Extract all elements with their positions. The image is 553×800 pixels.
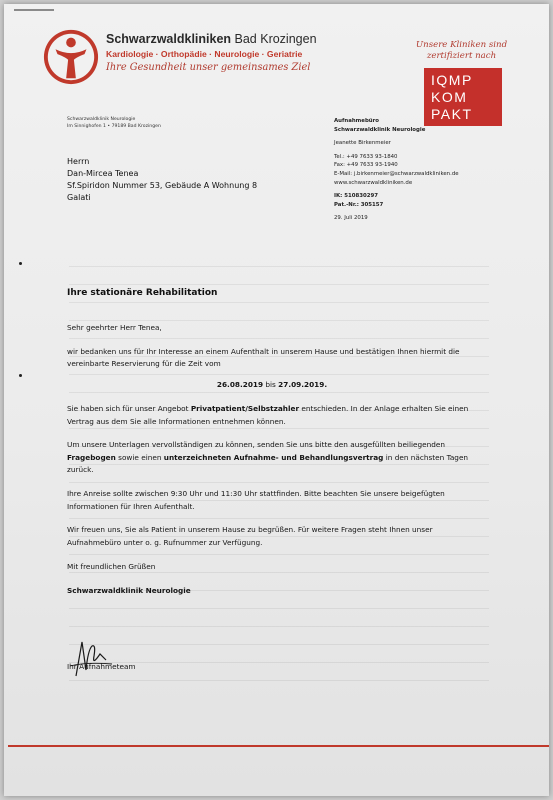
contact-email: E-Mail: j.birkenmeier@schwarzwaldkliniken.de — [334, 170, 459, 177]
sender-street: Im Sinnighofen 1 • 79189 Bad Krozingen — [67, 124, 161, 129]
brand-block — [106, 32, 317, 73]
contact-department: Aufnahmebüro — [334, 118, 379, 124]
brand-specialties: Kardiologie · Orthopädie · Neurologie · Geriatrie — [106, 49, 303, 59]
recipient-name: Dan-Mircea Tenea — [67, 169, 139, 178]
contact-fax: Fax: +49 7633 93-1940 — [334, 162, 398, 169]
reservation-dates — [67, 379, 477, 391]
sender-address — [67, 116, 161, 130]
punch-dot-2 — [19, 374, 22, 377]
date-separator: bis — [263, 380, 279, 390]
iqmp-badge-line-1: IQMP — [431, 72, 473, 88]
paragraph-2-text-c: entschieden. In der Anlage erhalten Sie einen Vertrag aus dem Sie alle Informationen entnehmen können. — [67, 404, 469, 426]
brand-slogan: Ihre Gesundheit unser gemeinsames Ziel — [106, 62, 311, 73]
questionnaire-term: Fragebogen — [67, 452, 116, 462]
contact-clinic: Schwarzwaldklinik Neurologie — [334, 126, 426, 133]
letter-date: 29. Juli 2019 — [334, 215, 368, 222]
punch-dot-1 — [19, 262, 22, 265]
recipient-city: Galati — [67, 193, 91, 202]
scan-mark — [14, 9, 54, 11]
paragraph-4: Ihre Anreise sollte zwischen 9:30 Uhr und 11:30 Uhr stattfinden. Bitte beachten Sie unsere beigefügten Informationen für Ihren Aufenthalt. — [67, 489, 445, 511]
contact-patient-number: Pat.-Nr.: 305157 — [334, 201, 384, 208]
letter-closing: Mit freundlichen Grüßen — [67, 561, 156, 571]
date-to: 27.09.2019. — [278, 380, 328, 390]
handwritten-signature — [66, 636, 116, 684]
paragraph-1: wir bedanken uns für Ihr Interesse an einem Aufenthalt in unserem Hause und bestätigen Ihnen hiermit die vereinbarte Reservierung für die Zeit vom — [67, 346, 460, 369]
contact-web: www.schwarzwaldkliniken.de — [334, 179, 413, 186]
certification-line-1: Unsere Kliniken sind — [415, 40, 508, 50]
signature-clinic: Schwarzwaldklinik Neurologie — [67, 585, 191, 595]
paragraph-3 — [67, 439, 477, 476]
paragraph-3-text-c: sowie einen — [115, 452, 164, 462]
contact-person: Jeanette Birkenmeier — [334, 140, 391, 147]
letter-body — [67, 322, 477, 609]
recipient-salutation: Herrn — [67, 157, 90, 166]
letter-page — [4, 4, 549, 796]
paragraph-2-text-a: Sie haben sich für unser Angebot — [67, 404, 191, 414]
recipient-address — [67, 156, 257, 204]
clinic-logo-icon — [42, 28, 100, 86]
paragraph-2 — [67, 403, 477, 428]
certification-line-2: zertifiziert nach — [426, 51, 497, 61]
footer-rule — [8, 745, 549, 747]
paragraph-3-text-e: in den nächsten Tagen zurück. — [67, 452, 469, 475]
brand-name-bold: Schwarzwaldkliniken — [106, 32, 232, 46]
paragraph-5: Wir freuen uns, Sie als Patient in unserem Hause zu begrüßen. Für weitere Fragen steht Ihnen unser Aufnahmebüro unter o. g. Rufnummer zur Verfügung. — [67, 525, 433, 547]
offer-type: Privatpatient/Selbstzahler — [190, 404, 300, 414]
recipient-street: Sf.Spiridon Nummer 53, Gebäude A Wohnung 8 — [67, 181, 258, 190]
sender-name: Schwarzwaldklinik Neurologie — [67, 117, 136, 122]
paragraph-3-text-a: Um unsere Unterlagen vervollständigen zu können, senden Sie uns bitte den ausgefüllten beiliegenden — [67, 440, 445, 450]
iqmp-badge-line-2: KOM — [431, 89, 468, 105]
letter-subject: Ihre stationäre Rehabilitation — [67, 288, 218, 298]
signature-team: Ihr Aufnahmeteam — [67, 662, 136, 671]
contract-term: unterzeichneten Aufnahme- und Behandlungsvertrag — [163, 452, 384, 462]
date-from: 26.08.2019 — [216, 380, 264, 390]
brand-name-location: Bad Krozingen — [231, 32, 317, 46]
contact-block — [334, 117, 459, 223]
letter-greeting: Sehr geehrter Herr Tenea, — [67, 323, 162, 332]
contact-ik: IK: 510830297 — [334, 193, 378, 200]
iqmp-badge-line-3: PAKT — [431, 106, 473, 122]
brand-name — [106, 32, 317, 46]
contact-tel: Tel.: +49 7633 93-1840 — [334, 153, 398, 160]
certification-text — [409, 40, 514, 62]
